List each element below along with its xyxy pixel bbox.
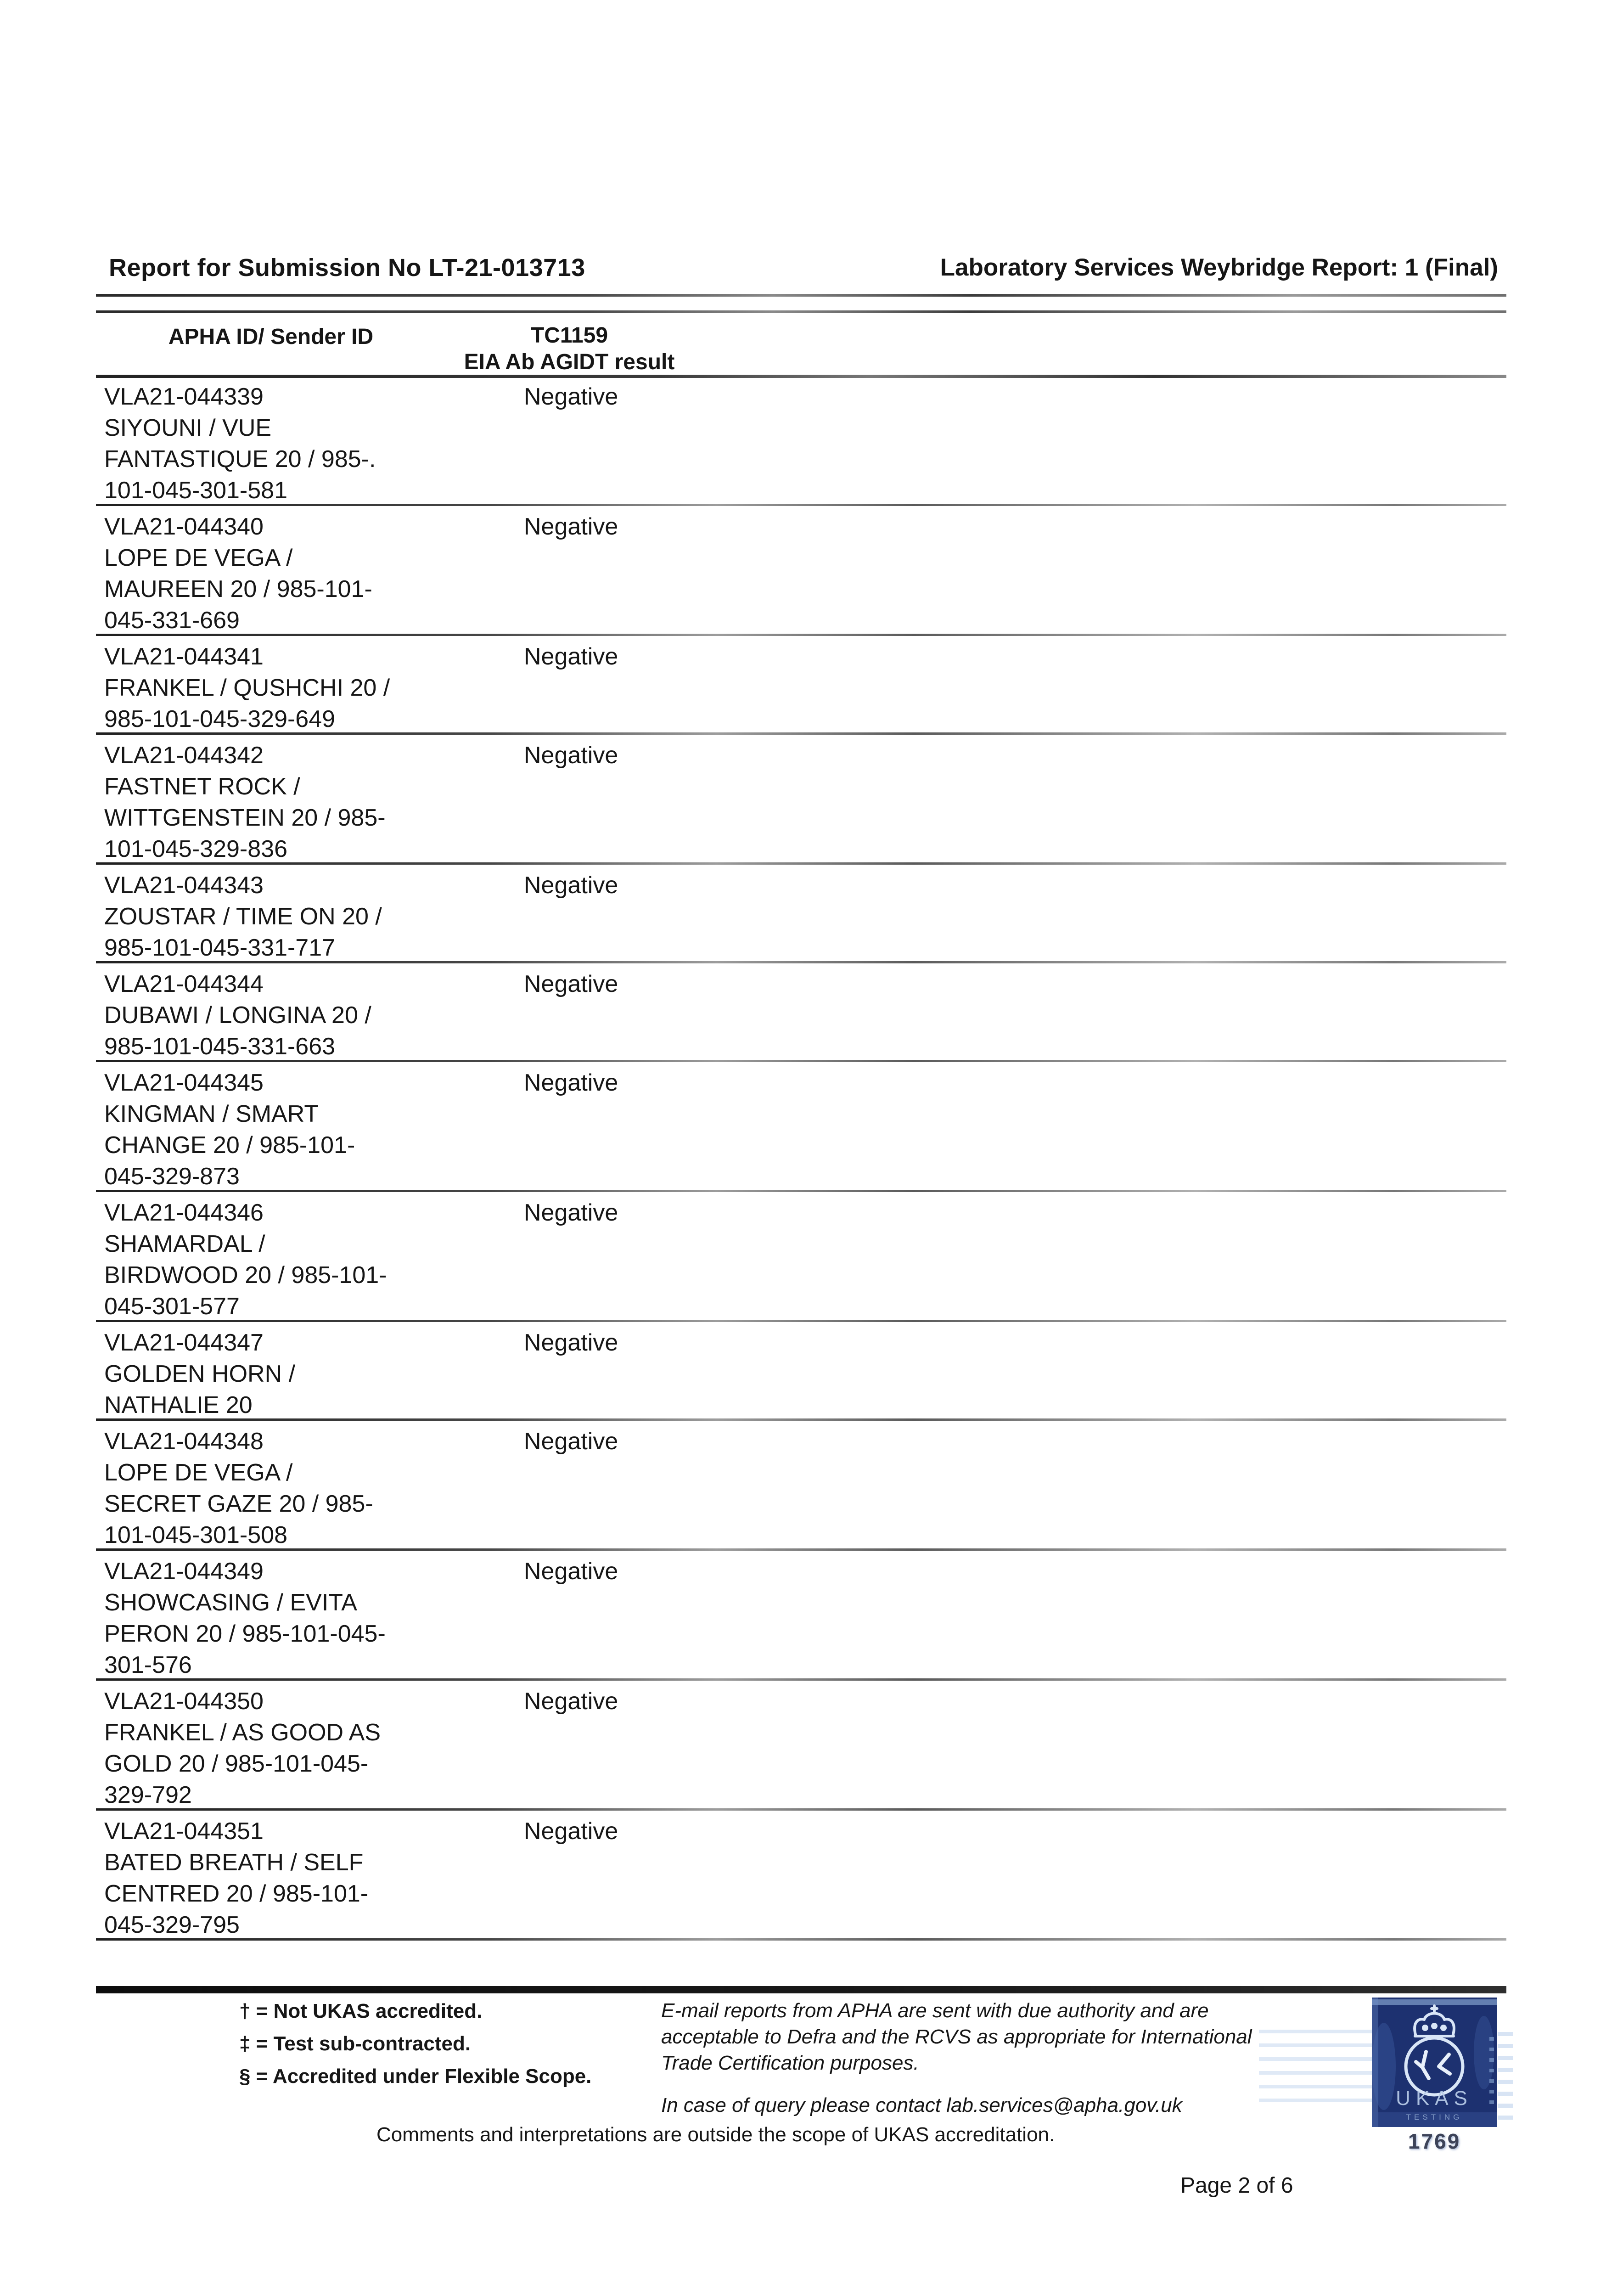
sample-description-line: MAUREEN 20 / 985-101-	[104, 576, 372, 602]
result-value: Negative	[524, 1818, 618, 1845]
page-indicator: Page 2 of 6	[1180, 2173, 1293, 2198]
sample-description	[104, 1717, 1506, 1811]
table-row	[96, 737, 1506, 865]
accreditation-legend	[239, 1995, 591, 2093]
apha-id: VLA21-044350	[104, 1688, 264, 1715]
table-row	[96, 1324, 1506, 1421]
table-row	[96, 378, 1506, 506]
sample-description-line: BATED BREATH / SELF	[104, 1849, 364, 1876]
apha-id: VLA21-044351	[104, 1818, 264, 1845]
sample-description-line: FRANKEL / QUSHCHI 20 /	[104, 675, 390, 701]
table-row	[96, 867, 1506, 963]
sample-description-line: SIYOUNI / VUE	[104, 415, 272, 441]
apha-id: VLA21-044345	[104, 1069, 264, 1096]
column-header-apha-id: APHA ID/ Sender ID	[168, 325, 374, 349]
result-value: Negative	[524, 742, 618, 769]
sample-description	[104, 672, 1506, 735]
result-value: Negative	[524, 971, 618, 997]
result-value: Negative	[524, 383, 618, 410]
table-row	[96, 638, 1506, 735]
legend-subcontracted: ‡ = Test sub-contracted.	[239, 2032, 471, 2055]
ukas-testing-logo	[1372, 1998, 1497, 2127]
query-contact-note: In case of query please contact lab.services@apha.gov.uk	[661, 2094, 1182, 2116]
scan-artifact-streaks	[1259, 2030, 1372, 2103]
table-row	[96, 1683, 1506, 1811]
sample-description	[104, 1228, 1506, 1322]
apha-id: VLA21-044346	[104, 1199, 264, 1226]
sample-description-line: 101-045-301-581	[104, 477, 287, 504]
table-row	[96, 966, 1506, 1062]
ukas-acronym: UKAS	[1396, 2087, 1473, 2110]
table-row	[96, 1553, 1506, 1681]
apha-id: VLA21-044342	[104, 742, 264, 769]
sample-description-line: 101-045-301-508	[104, 1522, 287, 1548]
table-row	[96, 1064, 1506, 1192]
sample-description	[104, 1000, 1506, 1062]
sample-description-line: 045-331-669	[104, 607, 240, 634]
sample-description-line: DUBAWI / LONGINA 20 /	[104, 1002, 371, 1029]
comments-scope-note: Comments and interpretations are outside the scope of UKAS accreditation.	[376, 2123, 1055, 2146]
table-row	[96, 1813, 1506, 1941]
scan-artifact-streaks	[1498, 2032, 1513, 2126]
report-submission-title: Report for Submission No LT-21-013713	[109, 254, 585, 281]
sample-description-line: SHOWCASING / EVITA	[104, 1589, 357, 1616]
apha-id: VLA21-044344	[104, 971, 264, 997]
sample-description-line: LOPE DE VEGA /	[104, 1459, 293, 1486]
sample-description-line: 101-045-329-836	[104, 836, 287, 862]
authority-note-line: acceptable to Defra and the RCVS as appropriate for International	[661, 2026, 1252, 2048]
header-rule-top	[96, 294, 1506, 297]
result-value: Negative	[524, 1199, 618, 1226]
header-rule-bottom	[96, 310, 1506, 313]
apha-id: VLA21-044347	[104, 1329, 264, 1356]
result-value: Negative	[524, 643, 618, 670]
ukas-lab-number: 1769	[1408, 2129, 1461, 2153]
sample-description-line: LOPE DE VEGA /	[104, 545, 293, 571]
sample-description-line: KINGMAN / SMART	[104, 1101, 319, 1127]
table-row	[96, 1423, 1506, 1551]
sample-description-line: WITTGENSTEIN 20 / 985-	[104, 805, 386, 831]
laboratory-report-title: Laboratory Services Weybridge Report: 1 (Final)	[940, 254, 1498, 281]
result-value: Negative	[524, 1329, 618, 1356]
apha-id: VLA21-044340	[104, 513, 264, 540]
legend-flexible-scope: § = Accredited under Flexible Scope.	[239, 2065, 592, 2088]
table-row	[96, 508, 1506, 636]
sample-description-line: FANTASTIQUE 20 / 985-.	[104, 446, 376, 473]
table-header-rule	[96, 375, 1506, 378]
sample-description-line: 301-576	[104, 1652, 192, 1678]
results-table-body	[96, 378, 1506, 1943]
apha-id: VLA21-044349	[104, 1558, 264, 1585]
sample-description-line: GOLDEN HORN /	[104, 1361, 296, 1387]
sample-description	[104, 901, 1506, 963]
sample-description	[104, 1587, 1506, 1681]
result-value: Negative	[524, 513, 618, 540]
sample-description-line: CENTRED 20 / 985-101-	[104, 1880, 369, 1907]
sample-description-line: SECRET GAZE 20 / 985-	[104, 1491, 373, 1517]
table-bottom-bar	[96, 1986, 1506, 1993]
sample-description-line: NATHALIE 20	[104, 1392, 253, 1418]
result-value: Negative	[524, 1069, 618, 1096]
sample-description	[104, 1098, 1506, 1192]
result-value: Negative	[524, 1428, 618, 1455]
sample-description-line: 329-792	[104, 1782, 192, 1808]
sample-description-line: 045-301-577	[104, 1293, 240, 1320]
sample-description-line: 045-329-873	[104, 1163, 240, 1190]
authority-note-line: Trade Certification purposes.	[661, 2052, 919, 2074]
sample-description-line: CHANGE 20 / 985-101-	[104, 1132, 355, 1159]
test-code: TC1159	[530, 323, 608, 348]
sample-description-line: BIRDWOOD 20 / 985-101-	[104, 1262, 387, 1289]
result-value: Negative	[524, 872, 618, 899]
apha-id: VLA21-044341	[104, 643, 264, 670]
sample-description	[104, 771, 1506, 865]
sample-description	[104, 412, 1506, 506]
table-row	[96, 1194, 1506, 1322]
legend-not-ukas: † = Not UKAS accredited.	[239, 2000, 483, 2022]
apha-id: VLA21-044339	[104, 383, 264, 410]
ukas-label: TESTING	[1406, 2113, 1463, 2122]
sample-description	[104, 1457, 1506, 1551]
result-value: Negative	[524, 1688, 618, 1715]
test-name: EIA Ab AGIDT result	[464, 350, 675, 374]
sample-description-line: PERON 20 / 985-101-045-	[104, 1621, 386, 1647]
sample-description	[104, 1847, 1506, 1941]
sample-description-line: GOLD 20 / 985-101-045-	[104, 1750, 369, 1777]
sample-description-line: FASTNET ROCK /	[104, 773, 300, 800]
sample-description	[104, 1358, 1506, 1421]
column-header-test-result	[432, 322, 707, 376]
sample-description-line: SHAMARDAL /	[104, 1231, 265, 1257]
sample-description	[104, 542, 1506, 636]
authority-note	[661, 1998, 1252, 2076]
sample-description-line: FRANKEL / AS GOOD AS	[104, 1719, 381, 1746]
sample-description-line: 985-101-045-329-649	[104, 706, 336, 732]
result-value: Negative	[524, 1558, 618, 1585]
authority-note-line: E-mail reports from APHA are sent with due authority and are	[661, 1999, 1209, 2022]
apha-id: VLA21-044348	[104, 1428, 264, 1455]
sample-description-line: 985-101-045-331-663	[104, 1033, 336, 1060]
sample-description-line: 985-101-045-331-717	[104, 934, 336, 961]
sample-description-line: ZOUSTAR / TIME ON 20 /	[104, 903, 382, 930]
apha-id: VLA21-044343	[104, 872, 264, 899]
sample-description-line: 045-329-795	[104, 1912, 240, 1938]
